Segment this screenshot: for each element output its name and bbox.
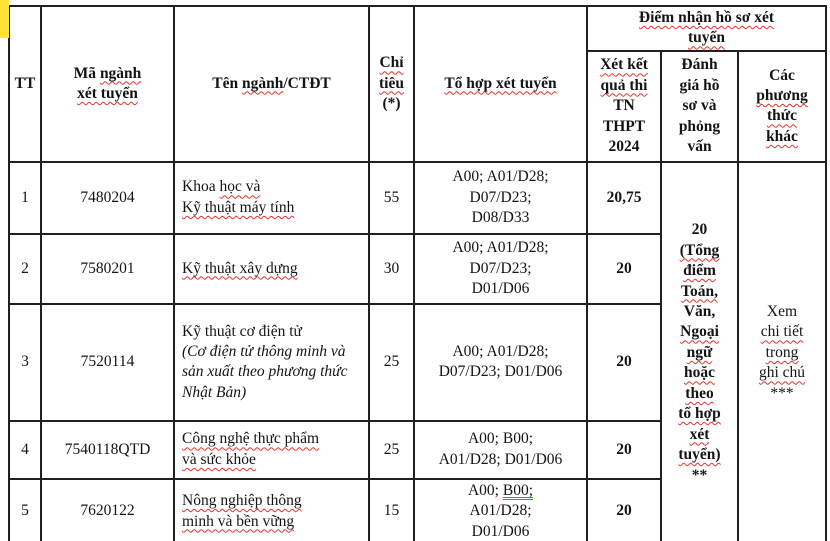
grammar-flagged-text: B00; <box>502 481 534 499</box>
spellcheck-flagged-text: ghi chú <box>758 364 806 382</box>
text-segment: 2024 <box>608 138 640 156</box>
spellcheck-flagged-text: điểm <box>683 262 716 280</box>
spellcheck-flagged-text: xét <box>689 425 710 443</box>
spellcheck-flagged-text: khác <box>766 127 798 145</box>
text-segment: TN <box>613 97 635 115</box>
subject-combos-cell <box>414 304 587 421</box>
major-code-cell: 7580201 <box>41 234 174 304</box>
text-segment: Mã <box>73 64 100 82</box>
thpt-score-cell: 20 <box>587 304 661 421</box>
subject-combos-cell <box>414 479 587 541</box>
text-segment: A00; A01/D28; <box>452 342 549 360</box>
spellcheck-flagged-text: quả thi <box>600 76 648 94</box>
spellcheck-flagged-text: chi tiết <box>760 323 804 341</box>
subject-combos-cell <box>414 421 587 479</box>
text-segment: 20 <box>691 221 708 239</box>
major-code-cell: 7540118QTD <box>41 421 174 479</box>
spellcheck-flagged-text: (Tổng <box>679 241 720 259</box>
spellcheck-flagged-text: theo <box>685 384 714 402</box>
text-segment: Khoa <box>182 178 220 196</box>
text-segment: /CTĐT <box>283 74 331 92</box>
spellcheck-flagged-text: ngành <box>99 64 142 82</box>
text-segment: A00; <box>467 481 503 499</box>
left-margin-highlight <box>0 0 9 38</box>
text-segment: THPT <box>602 117 646 135</box>
major-code-cell: 7620122 <box>41 479 174 541</box>
text-segment: (Cơ điện tử thông minh và sản xuất theo phương thức Nhật Bản) <box>182 342 348 401</box>
text-segment: giá hồ <box>679 76 720 94</box>
spellcheck-flagged-text: Điểm nhận hồ sơ xét <box>638 9 775 26</box>
spellcheck-flagged-text: tuyển <box>687 29 726 47</box>
text-segment: *** <box>770 384 794 402</box>
major-name-cell <box>174 234 369 304</box>
header-row-top <box>9 6 826 51</box>
text-segment: Xem <box>766 302 798 320</box>
header-tt <box>9 6 41 162</box>
text-segment: vấn <box>687 138 712 156</box>
major-name-cell <box>174 421 369 479</box>
header-ma-nganh-xet-tuyen <box>41 6 174 162</box>
text-segment: A00; A01/D28; <box>452 239 549 257</box>
header-danh-gia-ho-so-phong-van <box>661 51 738 162</box>
text-segment: D07/D23; <box>469 259 532 277</box>
text-segment: Kỹ thuật cơ điện tử <box>182 322 302 340</box>
text-segment: D07/D23; <box>469 188 532 206</box>
spellcheck-flagged-text: tuyển) <box>678 446 721 464</box>
row-number-cell: 3 <box>9 304 41 421</box>
subject-combos-cell <box>414 162 587 234</box>
spellcheck-flagged-text: Nông nghiệp thông <box>182 492 302 510</box>
row-number-cell: 5 <box>9 479 41 541</box>
row-number-cell: 1 <box>9 162 41 234</box>
spellcheck-flagged-text: Xét kết <box>600 56 648 74</box>
spellcheck-flagged-text: tổ hợp <box>678 405 721 423</box>
spellcheck-flagged-text: trong <box>765 343 799 361</box>
spellcheck-flagged-text: Ngoại <box>680 323 719 341</box>
text-segment: Các <box>769 66 795 84</box>
header-diem-nhan-ho-so <box>587 6 826 51</box>
spellcheck-flagged-text: phương <box>756 86 808 104</box>
header-to-hop-xet-tuyen <box>414 6 587 162</box>
spellcheck-flagged-text: tiêu <box>379 74 404 92</box>
quota-cell: 25 <box>369 421 414 479</box>
text-segment: A01/D28; D01/D06 <box>438 450 563 468</box>
text-segment: (*) <box>382 95 401 113</box>
header-cac-phuong-thuc-khac <box>738 51 826 162</box>
subject-combos-cell <box>414 234 587 304</box>
quota-cell: 25 <box>369 304 414 421</box>
text-segment: A00; A01/D28; <box>452 168 549 186</box>
major-name-cell <box>174 479 369 541</box>
spellcheck-flagged-text: hoặc <box>684 364 715 382</box>
table-row <box>9 162 826 234</box>
quota-cell: 30 <box>369 234 414 304</box>
row-number-cell: 2 <box>9 234 41 304</box>
text-segment: TT <box>14 74 36 92</box>
quota-cell: 55 <box>369 162 414 234</box>
text-segment: Văn, <box>683 302 716 320</box>
spellcheck-flagged-text: học và <box>219 178 261 196</box>
quota-cell: 15 <box>369 479 414 541</box>
text-segment: A00; B00; <box>467 430 534 448</box>
text-segment: sơ và <box>682 97 717 115</box>
spellcheck-flagged-text: Tổ hợp xét tuyển <box>444 74 557 92</box>
major-code-cell: 7480204 <box>41 162 174 234</box>
text-segment: D01/D06 <box>471 522 530 540</box>
admission-score-table <box>8 5 827 541</box>
header-ten-nganh-ctdt <box>174 6 369 162</box>
text-segment: phỏng <box>678 117 721 135</box>
spellcheck-flagged-text: Kỹ thuật xây dựng <box>182 259 298 277</box>
other-methods-note-cell <box>738 162 826 541</box>
spellcheck-flagged-text: minh và bền vững <box>182 512 295 530</box>
spellcheck-flagged-text: Chỉ <box>379 54 404 72</box>
spellcheck-flagged-text: Công nghệ thực phẩm <box>182 430 320 448</box>
text-segment: Đánh <box>681 56 718 74</box>
text-segment: D01/D06 <box>471 280 530 298</box>
thpt-score-cell: 20 <box>587 234 661 304</box>
thpt-score-cell: 20 <box>587 421 661 479</box>
text-segment: D07/D23; D01/D06 <box>438 363 563 381</box>
header-chi-tieu <box>369 6 414 162</box>
major-name-cell <box>174 162 369 234</box>
thpt-score-cell: 20 <box>587 479 661 541</box>
spellcheck-flagged-text: xét tuyển <box>77 84 138 102</box>
text-segment: A01/D28; <box>469 502 532 520</box>
spellcheck-flagged-text: Toán, <box>681 282 718 300</box>
spellcheck-flagged-text: ngữ <box>686 343 713 361</box>
header-xet-ket-qua-thpt-2024 <box>587 51 661 162</box>
spellcheck-flagged-text: và sức khỏe <box>182 450 256 468</box>
major-code-cell: 7520114 <box>41 304 174 421</box>
danh-gia-score-cell <box>661 162 738 541</box>
spellcheck-flagged-text: thức <box>767 107 797 125</box>
row-number-cell: 4 <box>9 421 41 479</box>
spellcheck-flagged-text: ngành <box>241 74 284 92</box>
major-name-cell <box>174 304 369 421</box>
text-segment: ** <box>691 466 708 484</box>
thpt-score-cell: 20,75 <box>587 162 661 234</box>
text-segment: D08/D33 <box>471 209 530 227</box>
spellcheck-flagged-text: Kỹ thuật máy tính <box>182 198 295 216</box>
text-segment: Tên <box>212 74 242 92</box>
